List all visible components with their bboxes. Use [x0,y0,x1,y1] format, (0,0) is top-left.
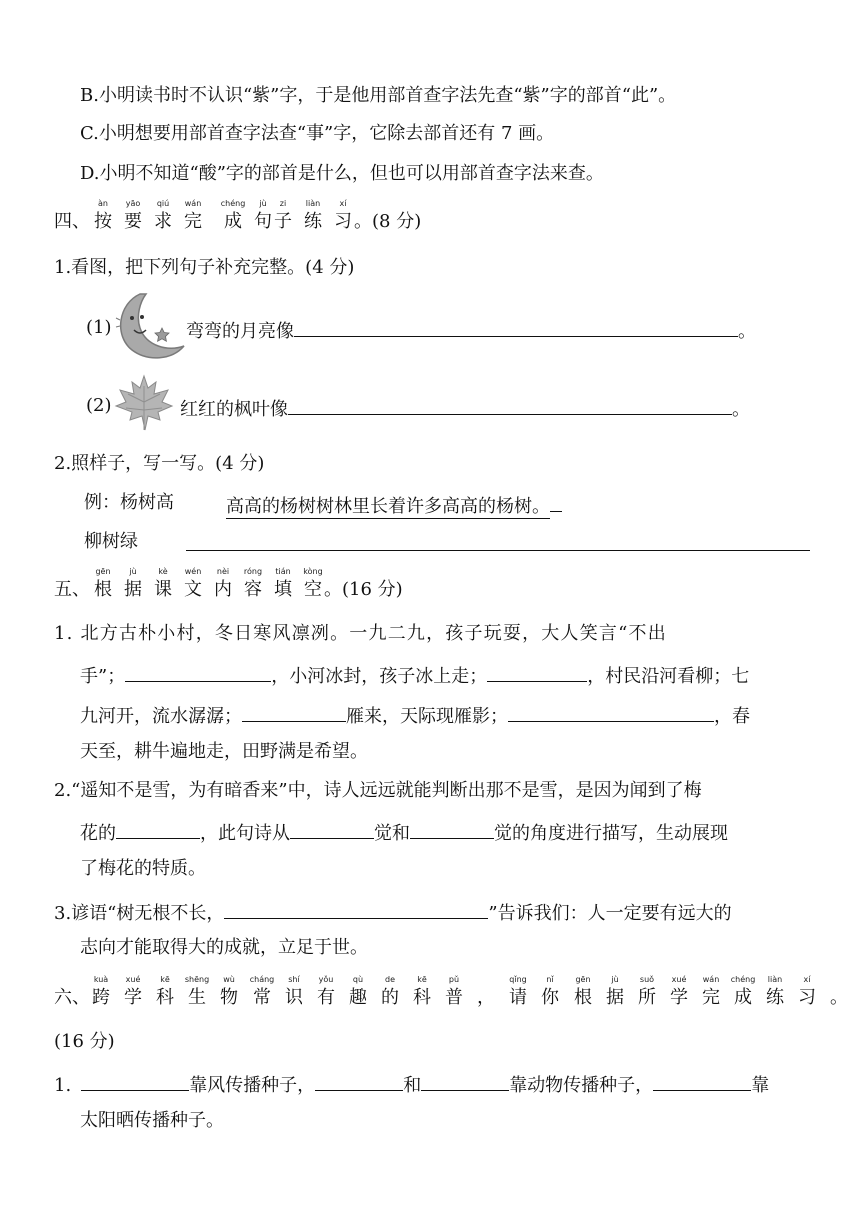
pinyin-annotation: nǐ [546,975,554,984]
nine-nine-blank-4[interactable] [508,701,714,722]
plum-blank-1[interactable] [116,818,200,839]
heading-char: 据 [606,987,624,1008]
heading-char: 有 [317,987,335,1008]
heading-char: 习 [334,211,352,232]
heading-char: 成 [734,987,752,1008]
heading-char: 。 [830,987,848,1008]
pinyin-annotation: jù [611,975,619,984]
plum-blank-2[interactable] [290,818,374,839]
heading-char: 习 [798,987,816,1008]
text: ，此句诗从 [200,823,290,844]
text: 雁来，天际现雁影； [346,706,508,727]
heading-char: 空 [304,579,322,600]
text: ”告诉我们：人一定要有远大的 [488,903,732,924]
heading-score: 。(16 分) [324,579,403,600]
q5-3-line2: 志向才能取得大的成就，立足于世。 [80,937,368,958]
heading-char: 趣 [349,987,367,1008]
heading-char: 的 [381,987,399,1008]
pinyin-annotation: xí [339,199,347,208]
heading-char: 子 [274,211,292,232]
q5-2-line1: 2.“遥知不是雪，为有暗香来”中，诗人远远就能判断出那不是雪，是因为闻到了梅 [54,780,702,801]
plum-blank-3[interactable] [410,818,494,839]
pinyin-annotation: nèi [216,567,230,576]
q4-1-1-number: (1) [86,317,112,338]
pinyin-annotation: xué [125,975,141,984]
heading-char: 学 [124,987,142,1008]
heading-char: 句 [254,211,272,232]
heading-char: 课 [154,579,172,600]
willow-answer-blank[interactable] [186,530,810,551]
pinyin-annotation: xué [671,975,687,984]
q5-3-line1 [54,898,732,926]
heading-char: 学 [670,987,688,1008]
text: 1. [54,1075,72,1096]
text: ，小河冰封，孩子冰上走； [271,666,488,687]
text: 九河开，流水潺潺； [80,706,242,727]
period: 。 [732,399,750,420]
heading-char: 要 [124,211,142,232]
heading-char: 常 [253,987,271,1008]
heading-char: 所 [638,987,656,1008]
q6-1-line1 [54,1070,769,1098]
example-label: 例：杨树高 [84,492,174,513]
heading-char: 跨 [92,987,110,1008]
q5-1-line3 [80,701,750,729]
seed-wind-blank[interactable] [81,1070,189,1091]
proverb-blank[interactable] [224,898,488,919]
heading-number: 六、 [54,987,90,1008]
heading-char: 生 [188,987,206,1008]
maple-leaf-image [112,372,176,434]
q6-1-line2: 太阳晒传播种子。 [80,1110,224,1131]
seed-animal-blank-2[interactable] [421,1070,509,1091]
pinyin-annotation: chéng [220,199,246,208]
example-answer-text: 高高的杨树树林里长着许多高高的杨树。 [226,496,550,517]
pinyin-annotation: kē [160,975,170,984]
q4-1-prompt: 1.看图，把下列句子补充完整。(4 分) [54,257,355,278]
pinyin-annotation: kē [417,975,427,984]
heading-char: ， [477,987,495,1008]
heading-char: 你 [541,987,559,1008]
nine-nine-blank-2[interactable] [487,661,587,682]
heading-char: 成 [224,211,242,232]
heading-char: 科 [413,987,431,1008]
heading-char: 据 [124,579,142,600]
heading-number: 五、 [54,579,90,600]
q4-2-item: 柳树绿 [84,531,138,552]
heading-char: 练 [304,211,322,232]
nine-nine-blank-3[interactable] [242,701,346,722]
pinyin-annotation: qǐng [509,975,527,984]
pinyin-annotation: wán [702,975,720,984]
q5-1-line2 [80,661,749,689]
pinyin-annotation: chéng [730,975,756,984]
pinyin-annotation: qù [352,975,364,984]
period: 。 [738,321,756,342]
heading-char: 识 [285,987,303,1008]
q5-2-line2 [80,818,728,846]
q5-1-line1: 1. 北方古朴小村，冬日寒风凛冽。一九二九，孩子玩耍，大人笑言“不出 [54,623,667,644]
text: ，村民沿河看柳；七 [587,666,750,687]
option-b: B.小明读书时不认识“紫”字，于是他用部首查字法先查“紫”字的部首“此”。 [80,85,677,106]
heading-char: 内 [214,579,232,600]
q5-2-line3: 了梅花的特质。 [80,858,206,879]
heading-char: 填 [274,579,292,600]
text: 和 [403,1075,422,1096]
pinyin-annotation: liàn [767,975,783,984]
seed-sun-blank[interactable] [653,1070,751,1091]
section-6-score: (16 分) [54,1031,115,1052]
q4-1-2-text [180,394,750,422]
heading-char: 按 [94,211,112,232]
pinyin-annotation: suǒ [639,975,655,984]
example-answer [226,491,562,519]
heading-char: 完 [702,987,720,1008]
pinyin-annotation: yāo [125,199,141,208]
pinyin-annotation: jù [259,199,267,208]
heading-number: 四、 [54,211,90,232]
heading-char: 根 [94,579,112,600]
pinyin-annotation: tián [275,567,291,576]
option-d: D.小明不知道“酸”字的部首是什么，但也可以用部首查字法来查。 [80,163,604,184]
text: 靠动物传播种子， [509,1075,654,1096]
text: ，春 [714,706,750,727]
pinyin-annotation: liàn [305,199,321,208]
q4-2-prompt: 2.照样子，写一写。(4 分) [54,453,265,474]
moon-sentence-stem: 弯弯的月亮像 [186,321,294,342]
leaf-answer-blank[interactable] [288,394,732,415]
moon-image [110,290,190,362]
pinyin-annotation: de [385,975,395,984]
leaf-sentence-stem: 红红的枫叶像 [180,399,288,420]
heading-char: 物 [220,987,238,1008]
pinyin-annotation: àn [98,199,108,208]
pinyin-annotation: pǔ [448,975,460,984]
q4-1-1-text [186,316,756,344]
pinyin-annotation: jù [129,567,137,576]
option-c: C.小明想要用部首查字法查“事”字，它除去部首还有 7 画。 [80,123,555,144]
pinyin-annotation: qiú [156,199,170,208]
seed-animal-blank-1[interactable] [315,1070,403,1091]
pinyin-annotation: shēng [184,975,210,984]
text: 手”； [80,666,126,687]
pinyin-annotation: wán [184,199,202,208]
heading-char: 科 [156,987,174,1008]
nine-nine-blank-1[interactable] [125,661,271,682]
text: 觉的角度进行描写，生动展现 [494,823,728,844]
text: 花的 [80,823,116,844]
text: 靠风传播种子， [189,1075,316,1096]
pinyin-annotation: wù [223,975,235,984]
pinyin-annotation: kòng [303,567,323,576]
pinyin-annotation: xí [803,975,811,984]
pinyin-annotation: wén [184,567,202,576]
text: 靠 [751,1075,770,1096]
moon-answer-blank[interactable] [294,316,738,337]
heading-char: 文 [184,579,202,600]
heading-char: 根 [574,987,592,1008]
heading-char: 求 [154,211,172,232]
text: 觉和 [374,823,410,844]
pinyin-annotation: róng [243,567,263,576]
heading-score: 。(8 分) [354,211,422,232]
example-underline-tail [550,491,562,512]
heading-char: 请 [509,987,527,1008]
heading-char: 容 [244,579,262,600]
heading-char: 普 [445,987,463,1008]
pinyin-annotation: kè [158,567,168,576]
pinyin-annotation: kuà [93,975,109,984]
pinyin-annotation: gēn [95,567,111,576]
pinyin-annotation: yǒu [318,975,334,984]
pinyin-annotation: cháng [249,975,275,984]
text: 3.谚语“树无根不长， [54,903,225,924]
pinyin-annotation: shí [288,975,300,984]
pinyin-annotation: zi [279,199,287,208]
heading-char: 练 [766,987,784,1008]
heading-char: 完 [184,211,202,232]
pinyin-annotation: gēn [575,975,591,984]
q5-1-line4: 天至，耕牛遍地走，田野满是希望。 [80,741,368,762]
q4-1-2-number: (2) [86,395,112,416]
